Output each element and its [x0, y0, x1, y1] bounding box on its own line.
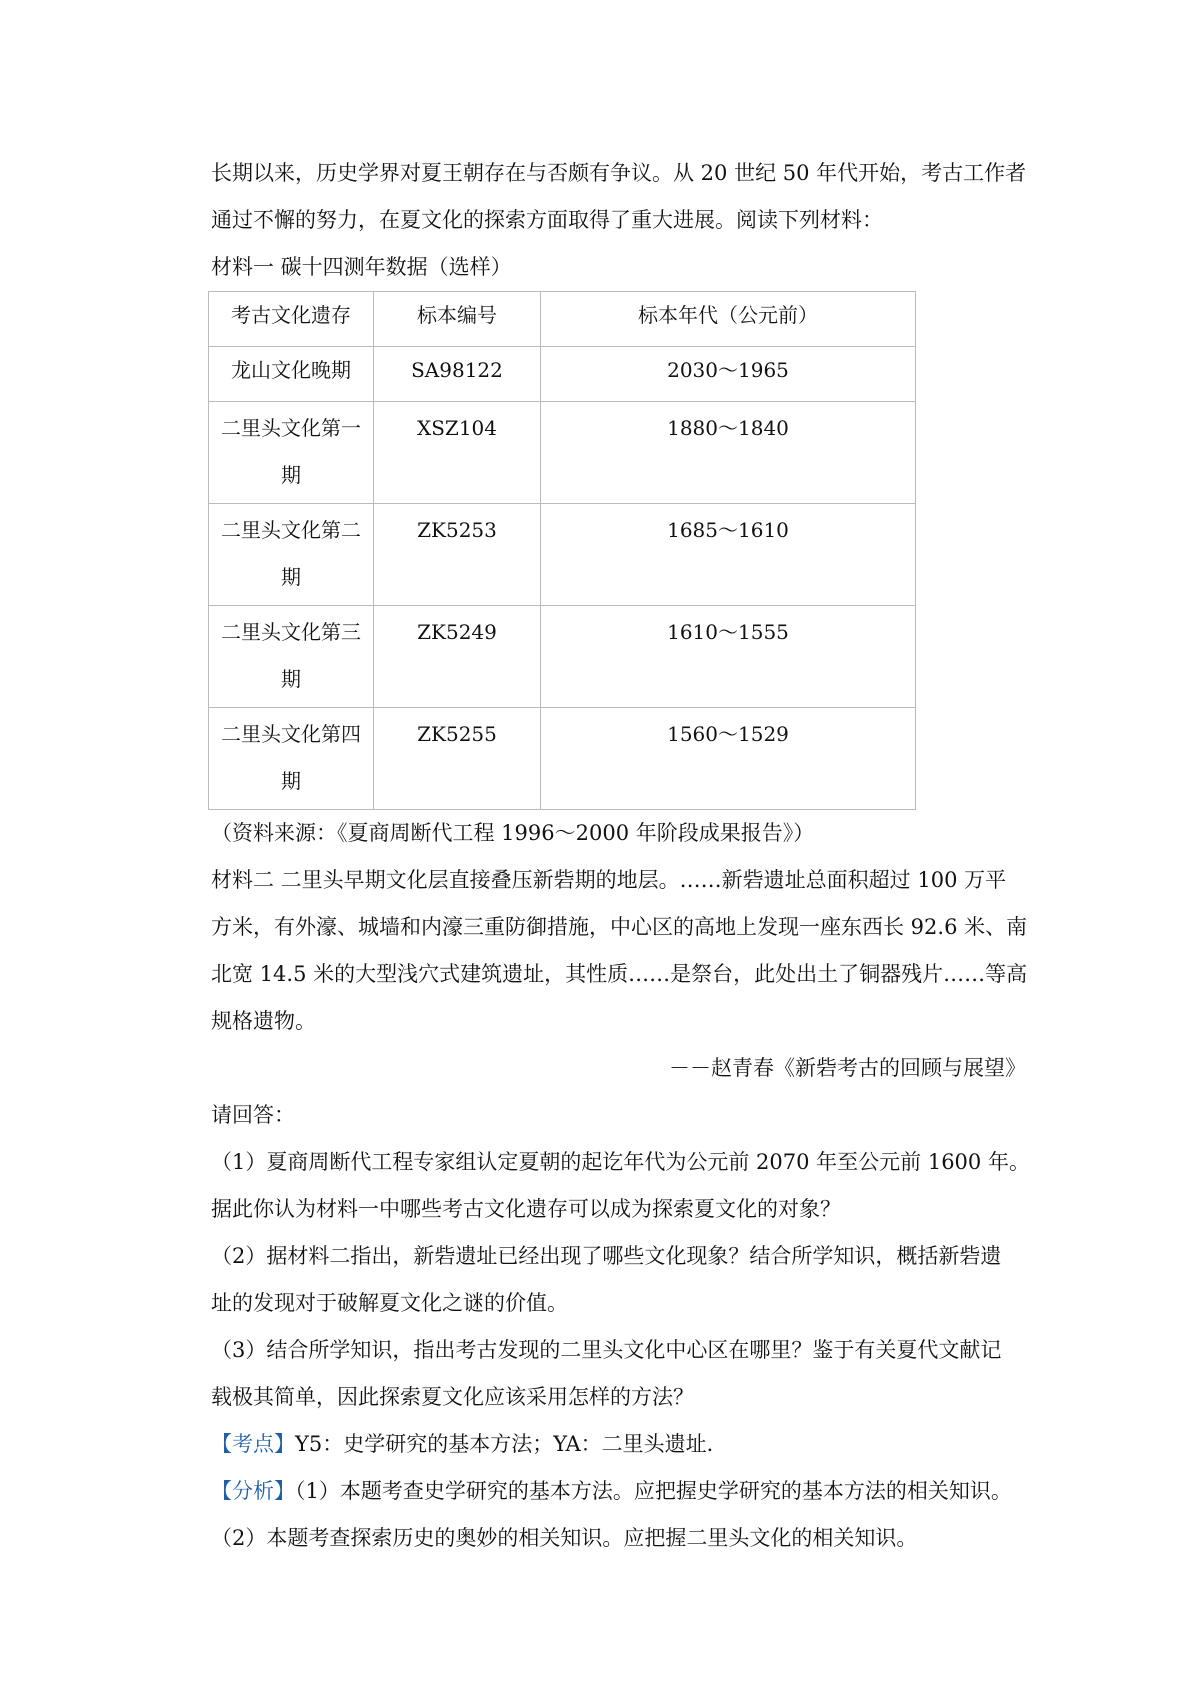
material2-attribution: －－赵青春《新砦考古的回顾与展望》 [669, 1056, 1026, 1080]
fenxi-line [211, 1468, 1026, 1515]
material2-line-4: 规格遗物。 [211, 1009, 316, 1033]
cell-date: 1685～1610 [541, 504, 916, 606]
cell-code: ZK5253 [374, 504, 541, 606]
cell-date: 1880～1840 [541, 402, 916, 504]
question-line: 据此你认为材料一中哪些考古文化遗存可以成为探索夏文化的对象？ [211, 1197, 841, 1221]
cell-culture: 二里头文化第一 期 [209, 402, 374, 504]
header-culture: 考古文化遗存 [209, 292, 374, 347]
header-date: 标本年代（公元前） [541, 292, 916, 347]
cell-code: ZK5249 [374, 606, 541, 708]
cell-culture: 二里头文化第四 期 [209, 708, 374, 810]
kaodian-text: Y5：史学研究的基本方法；YA：二里头遗址． [295, 1432, 728, 1456]
cell-code: XSZ104 [374, 402, 541, 504]
header-code: 标本编号 [374, 292, 541, 347]
cell-code: ZK5255 [374, 708, 541, 810]
question-line: （2）据材料二指出，新砦遗址已经出现了哪些文化现象？结合所学知识，概括新砦遗 [211, 1244, 1002, 1268]
question-line: （3）结合所学知识，指出考古发现的二里头文化中心区在哪里？鉴于有关夏代文献记 [211, 1338, 1002, 1362]
question-line: 址的发现对于破解夏文化之谜的价值。 [211, 1291, 568, 1315]
kaodian-tag: 【考点】 [211, 1432, 295, 1456]
cell-code: SA98122 [374, 347, 541, 402]
question-line: 载极其简单，因此探索夏文化应该采用怎样的方法？ [211, 1385, 694, 1409]
cell-date: 1610～1555 [541, 606, 916, 708]
table-row [209, 708, 916, 810]
fenxi-tag: 【分析】 [211, 1479, 295, 1503]
carbon14-table [208, 291, 916, 810]
table-header-row [209, 292, 916, 347]
cell-culture: 龙山文化晚期 [209, 347, 374, 402]
fenxi-text: （1）本题考查史学研究的基本方法。应把握史学研究的基本方法的相关知识。 [295, 1479, 1012, 1503]
kaodian-line [211, 1421, 1026, 1468]
material2-line-2: 方米，有外濠、城墙和内濠三重防御措施，中心区的高地上发现一座东西长 92.6 米、南 [211, 915, 1028, 939]
table-row [209, 606, 916, 708]
fenxi-line-2: （2）本题考查探索历史的奥妙的相关知识。应把握二里头文化的相关知识。 [211, 1526, 918, 1550]
cell-date: 2030～1965 [541, 347, 916, 402]
intro-line-2: 通过不懈的努力，在夏文化的探索方面取得了重大进展。阅读下列材料： [211, 208, 883, 232]
table-row [209, 504, 916, 606]
cell-culture: 二里头文化第二 期 [209, 504, 374, 606]
cell-date: 1560～1529 [541, 708, 916, 810]
cell-culture: 二里头文化第三 期 [209, 606, 374, 708]
material1-title: 材料一 碳十四测年数据（选样） [211, 255, 512, 279]
answer-prompt: 请回答： [211, 1103, 295, 1127]
material2-line-3: 北宽 14.5 米的大型浅穴式建筑遗址，其性质……是祭台，此处出土了铜器残片……等高 [211, 962, 1028, 986]
material1-source: （资料来源：《夏商周断代工程 1996～2000 年阶段成果报告》） [211, 821, 815, 845]
question-line: （1）夏商周断代工程专家组认定夏朝的起讫年代为公元前 2070 年至公元前 1600 年。 [211, 1150, 1030, 1174]
table-row [209, 347, 916, 402]
document-page [211, 150, 1030, 1562]
table-row [209, 402, 916, 504]
material2-line-1: 材料二 二里头早期文化层直接叠压新砦期的地层。……新砦遗址总面积超过 100 万平 [211, 868, 1007, 892]
intro-line-1: 长期以来，历史学界对夏王朝存在与否颇有争议。从 20 世纪 50 年代开始，考古工作者 [211, 161, 1027, 185]
